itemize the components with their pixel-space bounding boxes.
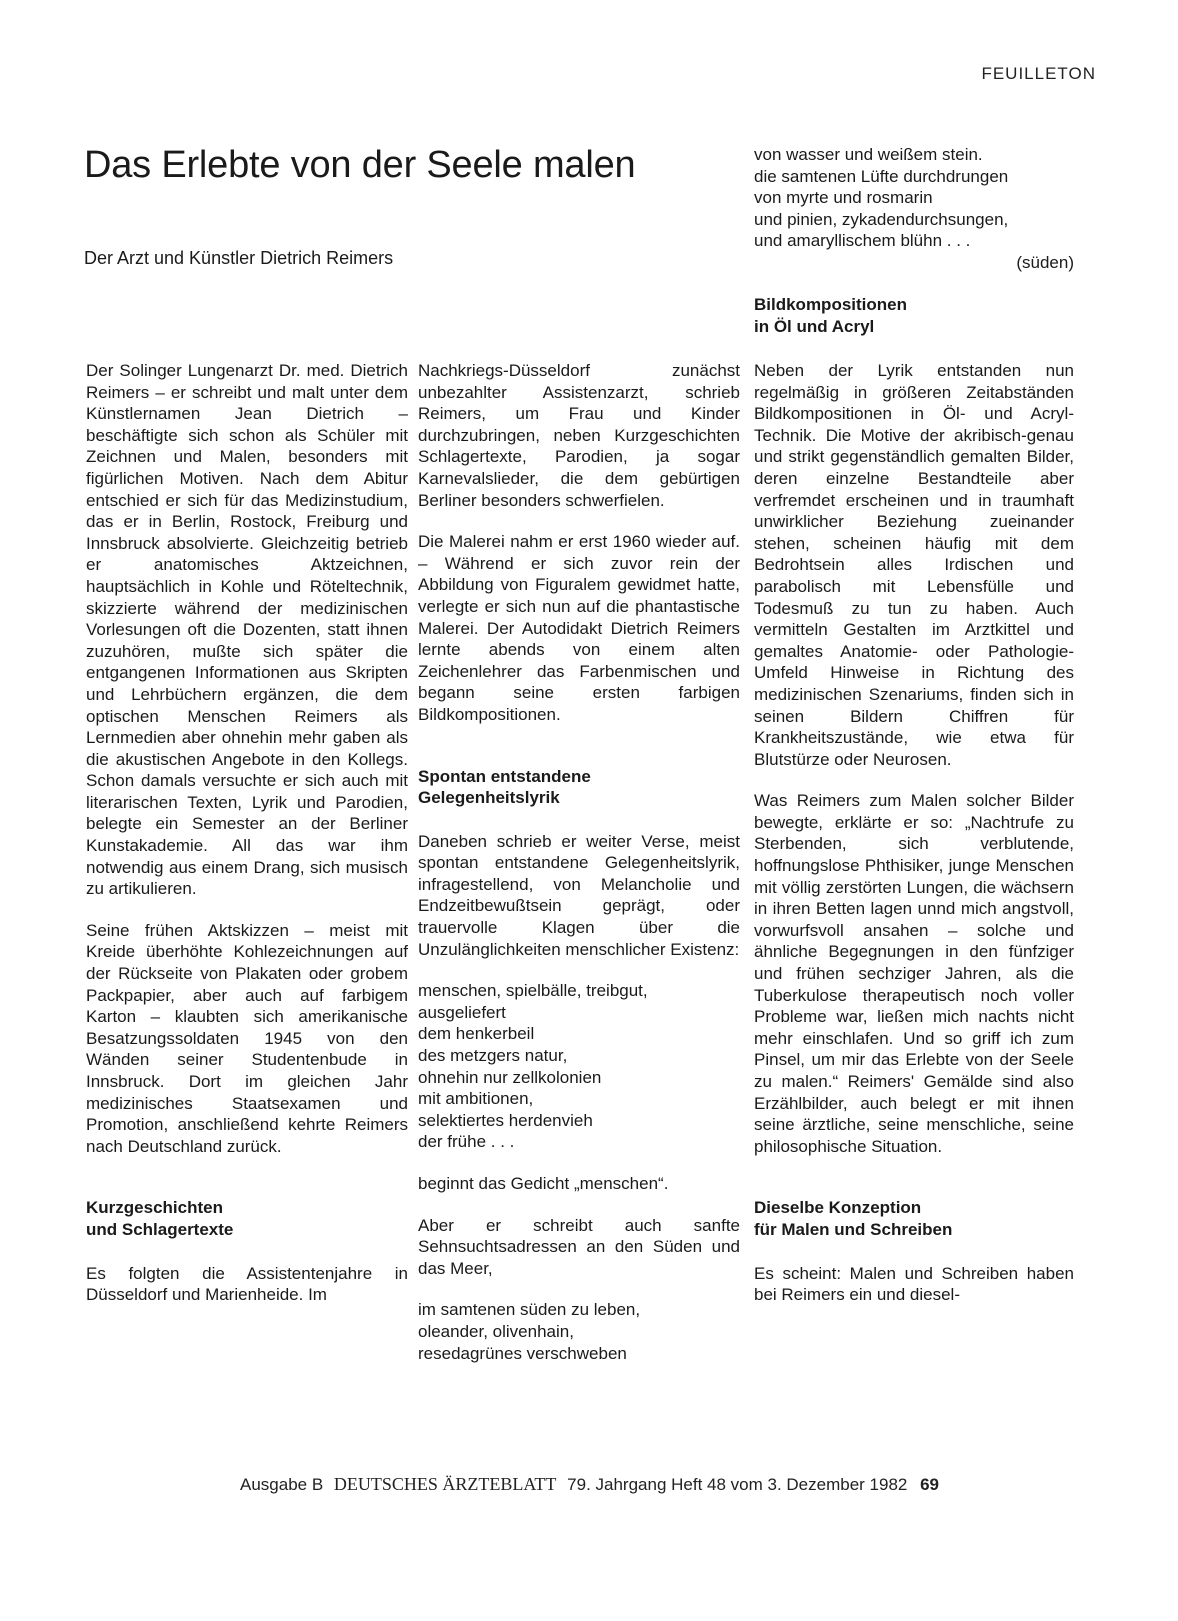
poem-line: von wasser und weißem stein. [754, 145, 983, 164]
poem-line: dem henkerbeil [418, 1024, 535, 1044]
paragraph: Es scheint: Malen und Schreiben haben bei Reimers ein und diesel- [754, 1263, 1074, 1305]
edition-label: Ausgabe B [240, 1475, 324, 1494]
paragraph: Der Solinger Lungenarzt Dr. med. Dietrich Reimers – er schreibt und malt unter dem Künstlernamen Jean Dietrich – beschäftigte sich schon als Schüler mit Zeichnen und Malen, besonders mit figürlichen Motiven. Nach dem Abitur entschied er sich für das Medizinstudium, das er in Berlin, Rostock, Freiburg und Innsbruck absolvierte. Gleichzeitig betrieb er anatomisches Aktzeichnen, hauptsächlich in Kohle und Röteltechnik, skizzierte während der medizinischen Vorlesungen oft die Dozenten, statt ihnen zuzuhören, mußte sich später die entgangenen Informationen aus Skripten und Lehrbüchern ergänzen, die dem optischen Menschen Reimers als Lernmedien aber ohnehin mehr gaben als die akustischen Angebote in den Kollegs. Schon damals versuchte er sich auch mit literarischen Texten, Lyrik und Parodien, belegte ein Semester an der Berliner Kunstakademie. All das war ihm notwendig aus einem Drang, sich musisch zu artikulieren. [86, 361, 408, 899]
poem-line: die samtenen Lüfte durchdrungen [754, 166, 1009, 186]
article-subtitle: Der Arzt und Künstler Dietrich Reimers [84, 248, 394, 268]
article-title: Das Erlebte von der Seele malen [84, 144, 636, 186]
heading-line: und Schlagertexte [86, 1219, 234, 1239]
heading-line: Spontan entstandene [418, 766, 591, 786]
section-heading [86, 1197, 408, 1240]
issue-info: 79. Jahrgang Heft 48 vom 3. Dezember 1982 [567, 1475, 908, 1494]
poem-line: menschen, spielbälle, treibgut, [418, 981, 648, 1001]
poem-title: (süden) [1016, 252, 1074, 272]
column-1 [86, 360, 408, 1326]
paragraph: Seine frühen Aktskizzen – meist mit Kreide überhöhte Kohlezeichnungen auf der Rückseite von Plakaten oder grobem Packpapier, aber auch auf farbigem Karton – klaubten sich amerikanische Besatzungssoldaten 1945 von den Wänden seiner Studentenbude in Innsbruck. Dort im gleichen Jahr medizinisches Staatsexamen und Promotion, anschließend kehrte Reimers nach Deutschland zurück. [86, 920, 408, 1156]
paragraph: Nachkriegs-Düsseldorf zunächst unbezahlter Assistenzarzt, schrieb Reimers, um Frau und Kinder durchzubringen, neben Kurzgeschichten Schlagertexte, Parodien, ja sogar Karnevalslieder, die dem gebürtigen Berliner besonders schwerfielen. [418, 361, 740, 510]
section-heading [418, 766, 740, 809]
heading-line: Gelegenheitslyrik [418, 788, 560, 808]
poem-line: und pinien, zykadendurchsungen, [754, 209, 1009, 229]
column-2 [418, 360, 740, 1384]
poem-line: selektiertes herdenvieh [418, 1110, 593, 1130]
journal-name: DEUTSCHES ÄRZTEBLATT [333, 1474, 557, 1494]
poem-line: oleander, olivenhain, [418, 1321, 574, 1341]
poem-line: resedagrünes verschweben [418, 1343, 627, 1363]
heading-line: Bildkompositionen [754, 295, 907, 314]
page-footer [240, 1474, 1100, 1495]
paragraph: Neben der Lyrik entstanden nun regelmäßig in größeren Zeitabständen Bildkompositionen in Öl- und Acryl-Technik. Die Motive der akribisch-genau und strikt gegenständlich gemalten Bilder, deren einzelne Bestandteile aber verfremdet erscheinen und in traumhaft unwirklicher Beziehung zueinander stehen, scheinen häufig mit dem Bedrohtsein alles Irdischen und parabolisch mit Lebensfülle und Todesmuß zu tun zu haben. Auch vermitteln Gestalten im Arztkittel und gemaltes Anatomie- oder Pathologie-Umfeld Hinweise in Richtung des medizinischen Szenariums, finden sich in seinen Bildern Chiffren für Krankheitszustände, wie etwa für Blutstürze oder Neurosen. [754, 361, 1074, 769]
heading-line: in Öl und Acryl [754, 316, 875, 336]
column-3-poem [754, 144, 1074, 274]
section-heading [754, 1197, 1074, 1240]
paragraph: beginnt das Gedicht „menschen“. [418, 1174, 669, 1193]
poem-line: ohnehin nur zellkolonien [418, 1067, 602, 1087]
poem-menschen [418, 980, 740, 1153]
heading-line: Kurzgeschichten [86, 1198, 223, 1218]
paragraph: Daneben schrieb er weiter Verse, meist spontan entstandene Gelegenheitslyrik, infragestellend, von Melancholie und Endzeitbewußtsein geprägt, oder trauervolle Klagen über die Unzulänglichkeiten menschlicher Existenz: [418, 831, 740, 959]
column-3 [754, 360, 1074, 1326]
poem-line: des metzgers natur, [418, 1046, 568, 1066]
paragraph: Es folgten die Assistentenjahre in Düsseldorf und Marienheide. Im [86, 1263, 408, 1305]
heading-line: für Malen und Schreiben [754, 1219, 953, 1239]
paragraph: Die Malerei nahm er erst 1960 wieder auf. – Während er sich zuvor rein der Abbildung von Figuralem gewidmet hatte, verlegte er sich nun auf die phantastische Malerei. Der Autodidakt Dietrich Reimers lernte abends von einem alten Zeichenlehrer das Farbenmischen und begann seine ersten farbigen Bildkompositionen. [418, 532, 740, 724]
paragraph: Was Reimers zum Malen solcher Bilder bewegte, erklärte er so: „Nachtrufe zu Sterbenden, sich verblutende, hoffnungslose Phthisiker, junge Menschen mit völlig zerstörten Lungen, die wächsern in ihren Betten lagen unnd mich angstvoll, vorwurfsvoll ansahen – solche und ähnliche Begegnungen in den fünfziger und frühen sechziger Jahren, als die Tuberkulose therapeutisch noch voller Probleme war, ließen mich nachts nicht mehr einschlafen. Und so griff ich zum Pinsel, um mir das Erlebte von der Seele zu malen.“ Reimers' Gemälde sind also Erzählbilder, auch belegt er mit ihnen seine ärztliche, seine menschliche, seine philosophische Situation. [754, 791, 1074, 1156]
poem-line: und amaryllischem blühn . . . [754, 231, 971, 251]
poem-line: ausgeliefert [418, 1002, 506, 1022]
section-heading [754, 294, 1074, 337]
column-3-heading [754, 294, 1074, 359]
heading-line: Dieselbe Konzeption [754, 1198, 922, 1218]
poem-line: der frühe . . . [418, 1132, 515, 1152]
poem-line: im samtenen süden zu leben, [418, 1300, 641, 1320]
poem-sueden [418, 1299, 740, 1364]
section-label: FEUILLETON [981, 64, 1096, 83]
poem-line: von myrte und rosmarin [754, 188, 933, 208]
page-number: 69 [920, 1475, 940, 1494]
poem-line: mit ambitionen, [418, 1089, 534, 1109]
paragraph: Aber er schreibt auch sanfte Sehnsuchtsadressen an den Süden und das Meer, [418, 1215, 740, 1278]
